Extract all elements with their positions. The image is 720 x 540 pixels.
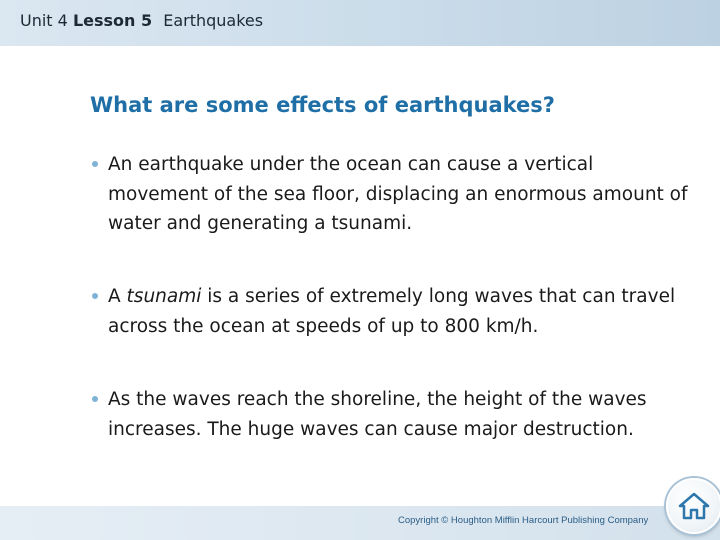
bullet-emphasis: tsunami xyxy=(126,286,202,307)
bullet-item xyxy=(90,385,690,444)
bullet-text-suffix: is a series of extremely long waves that can travel across the ocean at speeds of up to 800 km/h. xyxy=(108,286,676,337)
header-lesson: Lesson 5 xyxy=(72,11,153,30)
bullet-dot-icon xyxy=(92,161,98,167)
copyright-notice: Copyright © Houghton Mifflin Harcourt Publishing Company xyxy=(398,515,649,526)
bullet-text: An earthquake under the ocean can cause a vertical movement of the sea floor, displacing an enormous amount of water and generating a tsunami. xyxy=(108,154,688,234)
header-unit: Unit 4 xyxy=(20,11,68,30)
bullet-item xyxy=(90,150,690,239)
bullet-item xyxy=(90,282,690,341)
bullet-text: As the waves reach the shoreline, the height of the waves increases. The huge waves can cause major destruction. xyxy=(108,389,647,440)
header-bar xyxy=(0,0,720,46)
bullet-text-prefix: A xyxy=(108,286,127,307)
bullet-dot-icon xyxy=(92,396,98,402)
header-topic: Earthquakes xyxy=(163,11,264,30)
bullet-dot-icon xyxy=(92,293,98,299)
home-button[interactable] xyxy=(666,478,720,534)
slide-title: What are some effects of earthquakes? xyxy=(90,93,555,117)
home-icon xyxy=(677,489,711,523)
header-title xyxy=(20,11,263,30)
